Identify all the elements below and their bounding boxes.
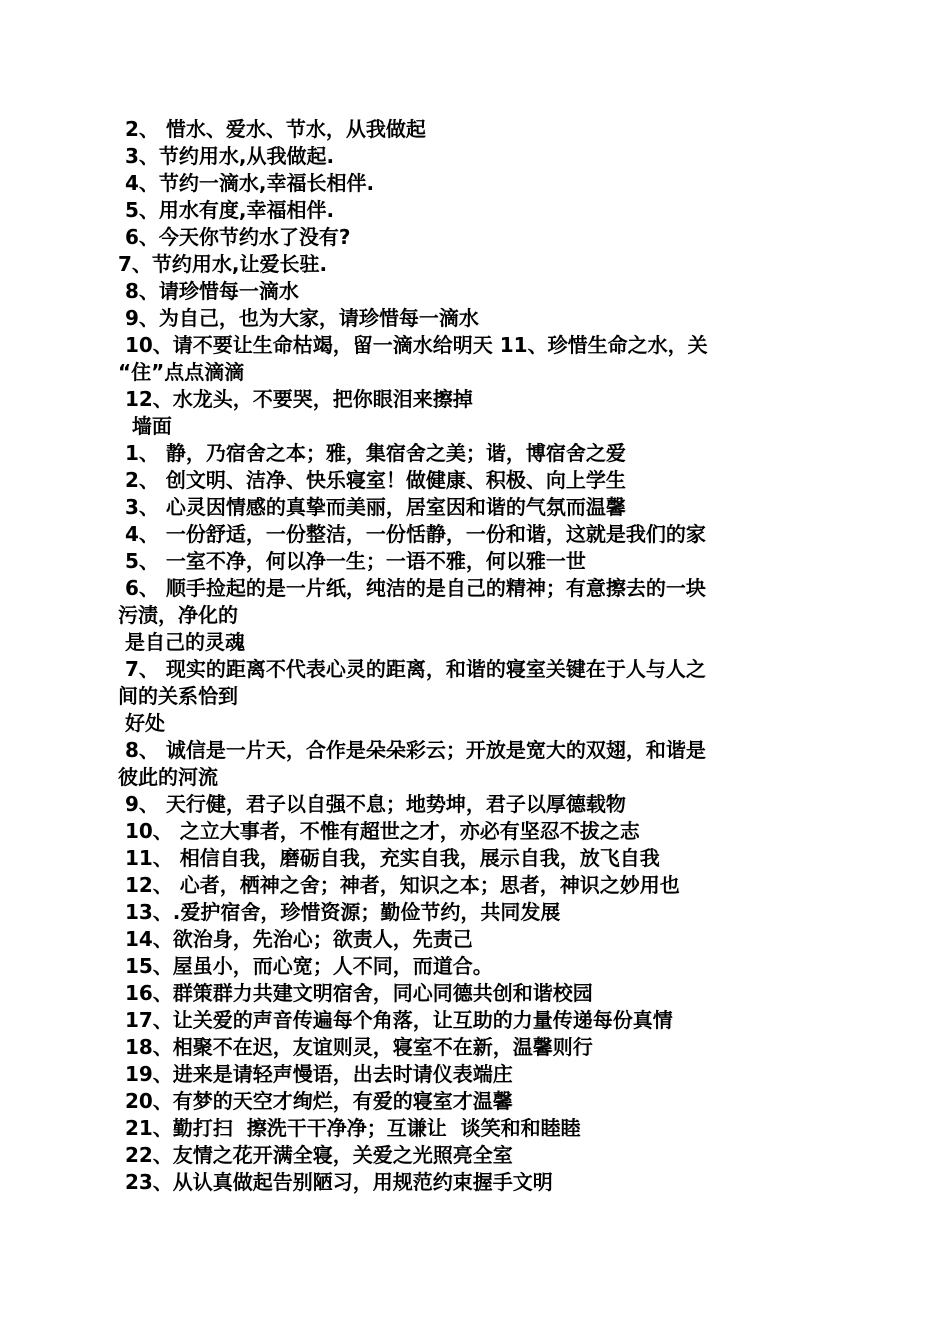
text-line: 5、 一室不净，何以净一生；一语不雅，何以雅一世	[118, 549, 586, 573]
text-line: 12、水龙头，不要哭，把你眼泪来擦掉	[118, 387, 473, 411]
text-line: 23、从认真做起告别陋习，用规范约束握手文明	[118, 1170, 553, 1194]
text-line: 22、友情之花开满全寝，关爱之光照亮全室	[118, 1143, 513, 1167]
text-line: 11、 相信自我，磨砺自我，充实自我，展示自我，放飞自我	[118, 846, 660, 870]
text-line: 19、进来是请轻声慢语，出去时请仪表端庄	[118, 1062, 513, 1086]
text-line: 20、有梦的天空才绚烂，有爱的寝室才温馨	[118, 1089, 513, 1113]
document-body	[118, 116, 818, 1196]
text-line: 2、 惜水、爱水、节水，从我做起	[118, 117, 426, 141]
text-line: 16、群策群力共建文明宿舍，同心同德共创和谐校园	[118, 981, 593, 1005]
text-line: 是自己的灵魂	[118, 630, 245, 654]
text-line: 9、 天行健，君子以自强不息；地势坤，君子以厚德载物	[118, 792, 626, 816]
text-line: 5、用水有度,幸福相伴.	[118, 198, 335, 222]
text-line: 7、 现实的距离不代表心灵的距离，和谐的寝室关键在于人与人之	[118, 657, 706, 681]
text-line: 间的关系恰到	[118, 684, 238, 708]
text-line: 10、请不要让生命枯竭，留一滴水给明天 11、珍惜生命之水，关	[118, 333, 708, 357]
text-line: 6、 顺手捡起的是一片纸，纯洁的是自己的精神；有意擦去的一块	[118, 576, 706, 600]
text-line: 15、屋虽小，而心宽；人不同，而道合。	[118, 954, 493, 978]
text-line: 21、勤打扫 擦洗干干净净；互谦让 谈笑和和睦睦	[118, 1116, 581, 1140]
text-line: 12、 心者，栖神之舍；神者，知识之本；思者，神识之妙用也	[118, 873, 680, 897]
text-line: 彼此的河流	[118, 765, 218, 789]
section-heading: 墙面	[118, 414, 172, 438]
text-line: 9、为自己，也为大家，请珍惜每一滴水	[118, 306, 479, 330]
text-line: 8、请珍惜每一滴水	[118, 279, 299, 303]
text-line: 17、让关爱的声音传遍每个角落，让互助的力量传递每份真情	[118, 1008, 673, 1032]
text-line: 2、 创文明、洁净、快乐寝室！做健康、积极、向上学生	[118, 468, 626, 492]
text-line: 7、节约用水,让爱长驻.	[118, 252, 328, 276]
text-line: 13、.爱护宿舍，珍惜资源；勤俭节约，共同发展	[118, 900, 561, 924]
text-line: 3、 心灵因情感的真挚而美丽，居室因和谐的气氛而温馨	[118, 495, 626, 519]
text-line: 8、 诚信是一片天，合作是朵朵彩云；开放是宽大的双翅，和谐是	[118, 738, 706, 762]
text-line: 14、欲治身，先治心；欲责人，先责己	[118, 927, 473, 951]
text-line: “住”点点滴滴	[118, 360, 245, 384]
text-line: 污渍，净化的	[118, 603, 238, 627]
text-line: 好处	[118, 711, 165, 735]
text-line: 4、节约一滴水,幸福长相伴.	[118, 171, 375, 195]
text-line: 10、 之立大事者，不惟有超世之才，亦必有坚忍不拔之志	[118, 819, 640, 843]
text-line: 4、 一份舒适，一份整洁，一份恬静，一份和谐，这就是我们的家	[118, 522, 706, 546]
text-line: 6、今天你节约水了没有?	[118, 225, 351, 249]
text-line: 3、节约用水,从我做起.	[118, 144, 335, 168]
text-line: 18、相聚不在迟，友谊则灵，寝室不在新，温馨则行	[118, 1035, 593, 1059]
text-line: 1、 静，乃宿舍之本；雅，集宿舍之美；谐，博宿舍之爱	[118, 441, 626, 465]
